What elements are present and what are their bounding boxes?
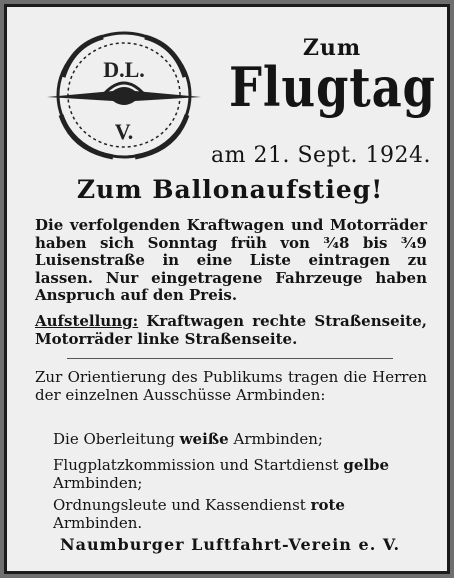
heading-zum: Zum [302,35,362,61]
newspaper-ad [4,4,450,574]
subtitle: Zum Ballonaufstieg! [76,175,384,204]
orientation-paragraph: Zur Orientierung des Publikums tragen die Herren der einzelnen Ausschüsse Armbinden: [35,368,427,404]
list-item [53,431,433,449]
list-item-color: gelbe [343,456,390,474]
list-item-color: rote [310,496,345,514]
registration-paragraph: Die verfolgenden Kraftwagen und Motorräder haben sich Sonntag früh von ³⁄₄8 bis ³⁄₄9 Luisenstraße in eine Liste eintragen zu lassen. Nur eingetragene Fahrzeuge haben Anspruch auf den Preis. [35,216,427,305]
list-item [53,457,433,492]
list-item-pre: Ordnungsleute und Kassendienst [53,496,311,514]
club-emblem-icon [43,25,205,165]
list-item-color: weiße [179,430,229,448]
emblem-top-text: D.L. [103,57,145,82]
page-title: Flugtag [229,55,436,119]
setup-text: Kraftwagen rechte Straßenseite, Motorräder linke Straßenseite. [35,312,427,348]
list-item-pre: Flugplatzkommission und Startdienst [53,456,344,474]
list-item-pre: Die Oberleitung [53,430,180,448]
footer-signature: Naumburger Luftfahrt-Verein e. V. [59,535,401,554]
setup-label: Aufstellung: [35,312,139,330]
setup-paragraph [35,313,427,348]
list-item-post: Armbinden. [53,513,143,532]
list-item-post: Armbinden; [53,473,143,492]
emblem-bottom-text: V. [114,119,134,144]
event-date: am 21. Sept. 1924. [211,143,431,168]
divider [67,358,393,359]
list-item-post: Armbinden; [228,430,323,448]
list-item [53,497,433,532]
